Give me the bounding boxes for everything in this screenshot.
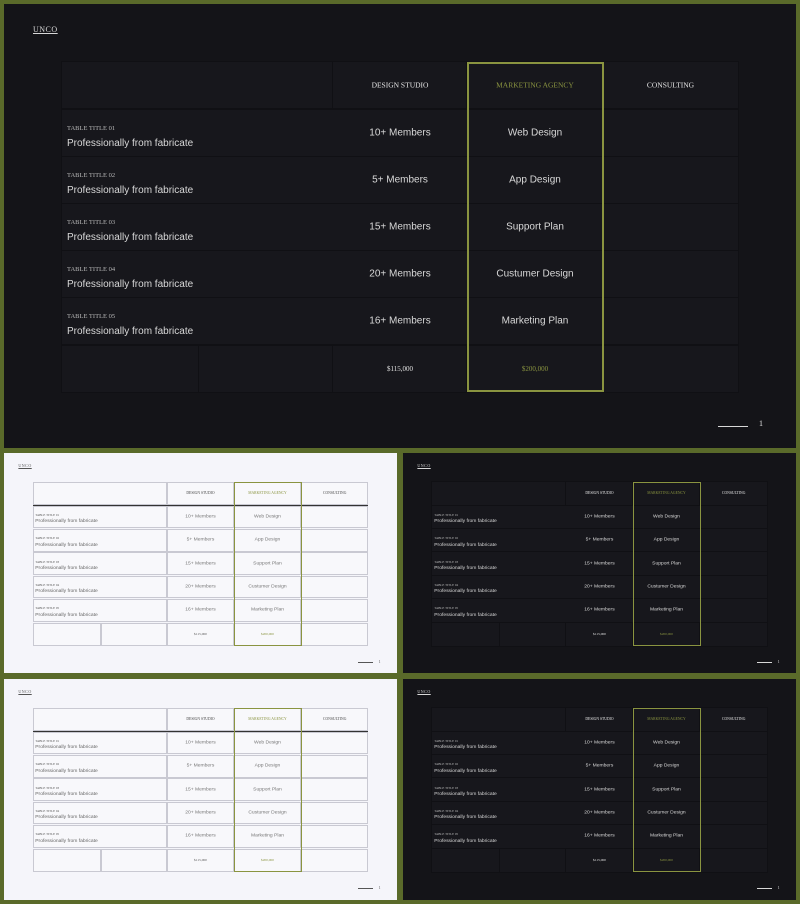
price-cell [603, 346, 738, 392]
header-cell [301, 482, 368, 505]
price-cell [62, 346, 199, 392]
marketing-agency-value: App Design [509, 174, 561, 186]
row-title-label: TABLE TITLE 02 [35, 536, 60, 541]
price-cell [301, 849, 368, 872]
design-studio-value: 15+ Members [369, 221, 431, 233]
table-row [62, 204, 738, 250]
price-cell [432, 623, 500, 646]
marketing-agency-value: Support Plan [253, 561, 282, 567]
row-description: Professionally from fabricate [35, 815, 98, 821]
column-header-consulting: CONSULTING [322, 491, 347, 496]
page-number: 1 [777, 658, 780, 664]
marketing-agency-value: Web Design [653, 514, 680, 520]
design-studio-value: 20+ Members [584, 810, 615, 816]
table-row [33, 599, 368, 622]
table-row [33, 576, 368, 599]
slide-main[interactable] [4, 4, 796, 448]
row-description: Professionally from fabricate [35, 519, 98, 525]
design-studio-value: 20+ Members [369, 268, 431, 280]
header-cell [432, 708, 566, 731]
price-row [432, 849, 767, 872]
row-description: Professionally from fabricate [434, 566, 497, 572]
row-cell [301, 802, 368, 825]
table-row [33, 778, 368, 801]
brand-logo: UNCO [417, 689, 431, 695]
row-description: Professionally from fabricate [35, 612, 98, 618]
price-cell [301, 623, 368, 646]
row-title-label: TABLE TITLE 02 [35, 762, 60, 767]
design-studio-value: 16+ Members [185, 833, 216, 839]
column-header-marketing-agency: MARKETING AGENCY [248, 491, 287, 496]
marketing-agency-value: Custumer Design [647, 810, 686, 816]
column-header-consulting: CONSULTING [721, 491, 746, 496]
brand-logo: UNCO [18, 463, 32, 469]
header-cell [467, 62, 603, 108]
price-row [33, 623, 368, 646]
column-header-consulting: CONSULTING [322, 717, 347, 722]
row-description: Professionally from fabricate [35, 838, 98, 844]
row-description: Professionally from fabricate [434, 519, 497, 525]
marketing-agency-value: Support Plan [652, 561, 681, 567]
design-studio-price: $115,000 [387, 365, 413, 373]
price-cell [33, 623, 101, 646]
design-studio-value: 20+ Members [185, 584, 216, 590]
marketing-agency-price: $200,000 [260, 858, 274, 863]
header-cell [633, 482, 700, 505]
row-title-label: TABLE TITLE 01 [35, 513, 60, 518]
page-indicator-line [718, 426, 748, 427]
design-studio-value: 15+ Members [185, 561, 216, 567]
table-row [432, 732, 767, 755]
row-title-label: TABLE TITLE 02 [434, 536, 459, 541]
design-studio-value: 15+ Members [584, 787, 615, 793]
table-header-row [33, 708, 368, 731]
row-description: Professionally from fabricate [434, 542, 497, 548]
row-title-label: TABLE TITLE 03 [434, 559, 459, 564]
marketing-agency-price: $200,000 [659, 858, 673, 863]
column-header-marketing-agency: MARKETING AGENCY [248, 717, 287, 722]
price-cell [199, 346, 333, 392]
table-row [62, 251, 738, 297]
marketing-agency-value: App Design [254, 537, 281, 543]
marketing-agency-value: App Design [653, 537, 680, 543]
price-cell [101, 849, 167, 872]
row-title-label: TABLE TITLE 02 [434, 762, 459, 767]
column-header-design-studio: DESIGN STUDIO [585, 717, 614, 722]
row-description: Professionally from fabricate [67, 185, 194, 196]
table-row [432, 802, 767, 825]
header-cell [700, 708, 767, 731]
marketing-agency-price: $200,000 [659, 632, 673, 637]
column-header-marketing-agency: MARKETING AGENCY [647, 717, 686, 722]
row-description: Professionally from fabricate [434, 612, 497, 618]
column-header-design-studio: DESIGN STUDIO [371, 80, 429, 90]
price-row [62, 346, 738, 392]
design-studio-value: 20+ Members [185, 810, 216, 816]
marketing-agency-value: Custumer Design [496, 268, 574, 280]
page-indicator-line [358, 888, 373, 889]
row-cell [301, 778, 368, 801]
design-studio-value: 10+ Members [584, 740, 615, 746]
header-cell [167, 482, 233, 505]
pricing-table [62, 62, 738, 392]
header-cell [234, 708, 301, 731]
column-header-design-studio: DESIGN STUDIO [186, 717, 215, 722]
marketing-agency-value: Custumer Design [647, 584, 686, 590]
row-description: Professionally from fabricate [434, 792, 497, 798]
row-title-label: TABLE TITLE 05 [434, 832, 459, 837]
marketing-agency-value: Custumer Design [248, 810, 287, 816]
price-cell [700, 623, 767, 646]
page-indicator-line [757, 662, 772, 663]
page-indicator-line [358, 662, 373, 663]
table-row [62, 110, 738, 156]
marketing-agency-value: Marketing Plan [649, 833, 683, 839]
row-title-label: TABLE TITLE 05 [67, 313, 116, 320]
page-number: 1 [378, 658, 381, 664]
row-description: Professionally from fabricate [35, 792, 98, 798]
header-cell [62, 62, 333, 108]
row-cell [301, 732, 368, 755]
row-description: Professionally from fabricate [35, 768, 98, 774]
row-title-label: TABLE TITLE 04 [35, 582, 60, 587]
design-studio-price: $115,000 [194, 858, 207, 863]
row-cell [301, 755, 368, 778]
design-studio-value: 5+ Members [585, 537, 614, 543]
price-row [33, 849, 368, 872]
design-studio-price: $115,000 [593, 858, 606, 863]
header-cell [432, 482, 566, 505]
row-description: Professionally from fabricate [434, 745, 497, 751]
brand-logo: UNCO [417, 463, 431, 469]
row-description: Professionally from fabricate [67, 232, 194, 243]
row-title-label: TABLE TITLE 03 [434, 785, 459, 790]
marketing-agency-value: Web Design [254, 740, 281, 746]
column-header-consulting: CONSULTING [646, 80, 695, 90]
row-cell [301, 599, 368, 622]
slide-thumb-dark-1[interactable] [403, 453, 796, 673]
brand-logo: UNCO [18, 689, 32, 695]
header-cell [234, 482, 301, 505]
table-row [432, 755, 767, 778]
row-title-label: TABLE TITLE 01 [434, 739, 459, 744]
header-cell [566, 482, 632, 505]
table-row [33, 506, 368, 529]
row-description: Professionally from fabricate [35, 566, 98, 572]
design-studio-value: 5+ Members [186, 763, 215, 769]
column-header-consulting: CONSULTING [721, 717, 746, 722]
table-row [432, 552, 767, 575]
marketing-agency-value: App Design [254, 763, 281, 769]
marketing-agency-value: Support Plan [253, 787, 282, 793]
design-studio-value: 10+ Members [369, 127, 431, 139]
row-description: Professionally from fabricate [67, 138, 194, 149]
price-cell [500, 849, 566, 872]
column-header-design-studio: DESIGN STUDIO [186, 491, 215, 496]
table-row [432, 778, 767, 801]
header-cell [633, 708, 700, 731]
header-cell [700, 482, 767, 505]
row-title-label: TABLE TITLE 05 [434, 606, 459, 611]
row-description: Professionally from fabricate [434, 589, 497, 595]
marketing-agency-value: Web Design [653, 740, 680, 746]
header-cell [167, 708, 233, 731]
marketing-agency-value: Marketing Plan [250, 833, 284, 839]
row-title-label: TABLE TITLE 04 [35, 808, 60, 813]
marketing-agency-value: Support Plan [652, 787, 681, 793]
brand-logo: UNCO [33, 25, 58, 34]
price-cell [432, 849, 500, 872]
marketing-agency-value: Web Design [254, 514, 281, 520]
marketing-agency-value: Marketing Plan [649, 607, 683, 613]
row-description: Professionally from fabricate [67, 279, 194, 290]
row-description: Professionally from fabricate [67, 326, 194, 337]
row-title-label: TABLE TITLE 04 [67, 266, 116, 273]
pricing-table [432, 482, 767, 646]
slide-thumb-dark-2[interactable] [403, 679, 796, 900]
row-title-label: TABLE TITLE 03 [35, 559, 60, 564]
marketing-agency-price: $200,000 [260, 632, 274, 637]
marketing-agency-price: $200,000 [521, 365, 549, 373]
table-row [432, 599, 767, 622]
page-number: 1 [759, 419, 763, 428]
page-number: 1 [378, 884, 381, 890]
design-studio-value: 16+ Members [369, 315, 431, 327]
row-cell [301, 552, 368, 575]
table-row [33, 529, 368, 552]
design-studio-value: 15+ Members [185, 787, 216, 793]
table-row [432, 506, 767, 529]
price-cell [101, 623, 167, 646]
row-title-label: TABLE TITLE 04 [434, 582, 459, 587]
marketing-agency-value: Web Design [507, 127, 563, 139]
table-row [432, 825, 767, 848]
table-header-row [62, 62, 738, 108]
marketing-agency-value: Marketing Plan [250, 607, 284, 613]
table-row [33, 552, 368, 575]
design-studio-value: 5+ Members [585, 763, 614, 769]
design-studio-value: 5+ Members [186, 537, 215, 543]
design-studio-price: $115,000 [593, 632, 606, 637]
row-title-label: TABLE TITLE 01 [67, 125, 116, 132]
slide-thumb-light-2[interactable] [4, 679, 397, 900]
marketing-agency-value: Custumer Design [248, 584, 287, 590]
pricing-table [432, 708, 767, 872]
design-studio-value: 10+ Members [185, 514, 216, 520]
marketing-agency-value: Marketing Plan [501, 315, 569, 327]
row-description: Professionally from fabricate [35, 542, 98, 548]
pricing-table [33, 708, 368, 872]
header-cell [333, 62, 467, 108]
pricing-table [33, 482, 368, 646]
row-description: Professionally from fabricate [434, 768, 497, 774]
row-description: Professionally from fabricate [35, 745, 98, 751]
design-studio-value: 16+ Members [185, 607, 216, 613]
row-cell [301, 576, 368, 599]
price-row [432, 623, 767, 646]
design-studio-value: 20+ Members [584, 584, 615, 590]
marketing-agency-value: Support Plan [506, 221, 564, 233]
header-cell [33, 482, 167, 505]
row-description: Professionally from fabricate [434, 815, 497, 821]
table-row [432, 576, 767, 599]
design-studio-value: 15+ Members [584, 561, 615, 567]
header-cell [301, 708, 368, 731]
design-studio-value: 10+ Members [185, 740, 216, 746]
page-number: 1 [777, 884, 780, 890]
row-cell [301, 529, 368, 552]
design-studio-price: $115,000 [194, 632, 207, 637]
table-header-row [432, 708, 767, 731]
column-header-marketing-agency: MARKETING AGENCY [647, 491, 686, 496]
table-header-row [33, 482, 368, 505]
slide-thumb-light-1[interactable] [4, 453, 397, 673]
table-row [33, 825, 368, 848]
marketing-agency-value: App Design [653, 763, 680, 769]
row-title-label: TABLE TITLE 05 [35, 832, 60, 837]
design-studio-value: 10+ Members [584, 514, 615, 520]
page-indicator-line [757, 888, 772, 889]
row-title-label: TABLE TITLE 01 [434, 513, 459, 518]
row-cell [301, 506, 368, 529]
table-row [432, 529, 767, 552]
row-title-label: TABLE TITLE 04 [434, 808, 459, 813]
price-cell [700, 849, 767, 872]
row-cell [301, 825, 368, 848]
price-cell [500, 623, 566, 646]
table-header-row [432, 482, 767, 505]
header-cell [33, 708, 167, 731]
table-row [33, 732, 368, 755]
header-cell [603, 62, 738, 108]
row-title-label: TABLE TITLE 01 [35, 739, 60, 744]
table-row [62, 298, 738, 344]
row-description: Professionally from fabricate [35, 589, 98, 595]
row-title-label: TABLE TITLE 05 [35, 606, 60, 611]
row-title-label: TABLE TITLE 03 [67, 219, 116, 226]
row-title-label: TABLE TITLE 03 [35, 785, 60, 790]
design-studio-value: 16+ Members [584, 607, 615, 613]
table-row [33, 755, 368, 778]
table-row [62, 157, 738, 203]
row-title-label: TABLE TITLE 02 [67, 172, 116, 179]
design-studio-value: 16+ Members [584, 833, 615, 839]
price-cell [33, 849, 101, 872]
design-studio-value: 5+ Members [372, 174, 428, 186]
column-header-design-studio: DESIGN STUDIO [585, 491, 614, 496]
table-row [33, 802, 368, 825]
header-cell [566, 708, 632, 731]
column-header-marketing-agency: MARKETING AGENCY [496, 80, 574, 90]
row-description: Professionally from fabricate [434, 838, 497, 844]
